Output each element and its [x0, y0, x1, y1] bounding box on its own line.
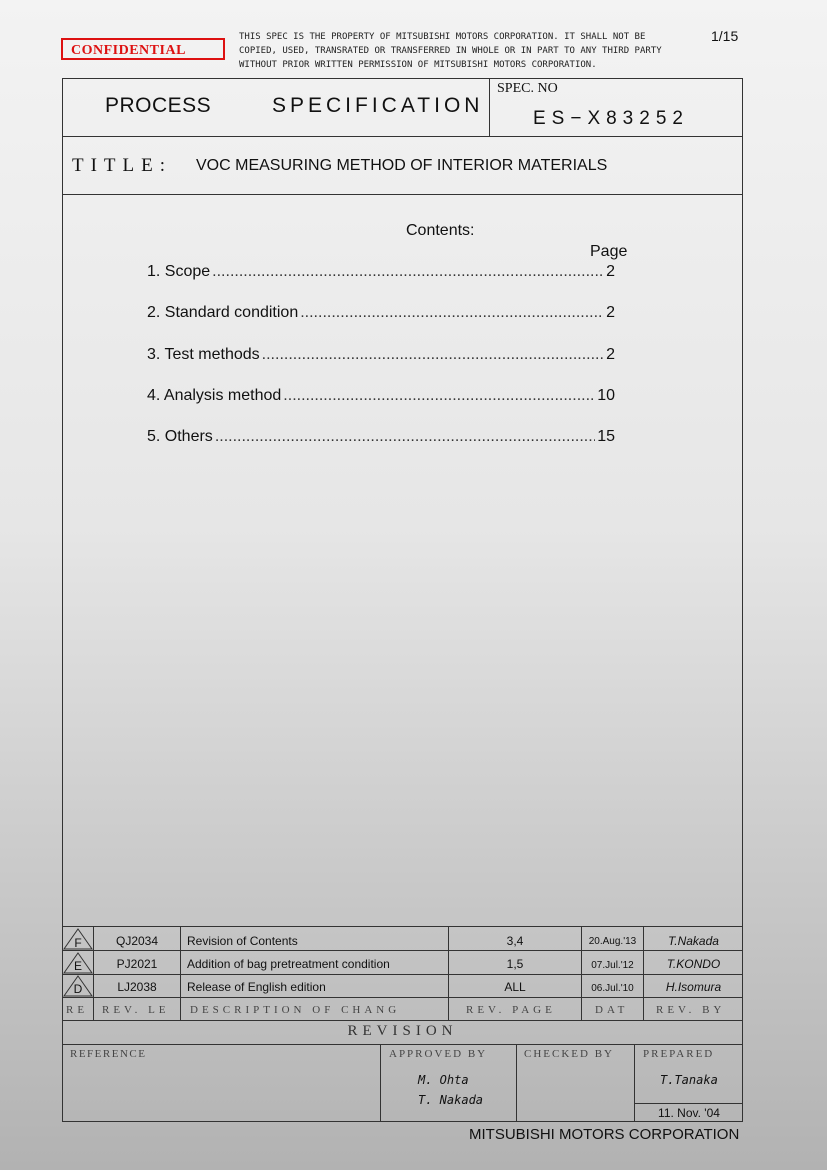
- prepared-date: 11. Nov. '04: [658, 1106, 720, 1120]
- approver-signature: M. Ohta: [418, 1073, 469, 1087]
- header-rev-by: REV. BY: [656, 1004, 726, 1016]
- specification-word: SPECIFICATION: [272, 94, 484, 117]
- revision-row-line: [62, 950, 743, 951]
- toc-leader: [215, 428, 595, 446]
- revision-description: Release of English edition: [187, 980, 326, 994]
- approver-signature: T. Nakada: [418, 1093, 484, 1107]
- approval-col-line: [516, 1044, 517, 1121]
- toc-item: [147, 428, 615, 446]
- revision-pages: 3,4: [506, 934, 524, 948]
- toc-item: [147, 346, 615, 364]
- revision-by: T.Nakada: [668, 934, 719, 948]
- toc-page: 2: [606, 263, 615, 280]
- toc-page: 15: [597, 428, 615, 445]
- toc-label: 1. Scope: [147, 263, 211, 280]
- revision-level: E: [73, 959, 82, 973]
- prepared-label: PREPARED: [643, 1048, 715, 1060]
- company-footer: MITSUBISHI MOTORS CORPORATION: [469, 1126, 740, 1143]
- revision-row-line: [62, 974, 743, 975]
- approved-by-label: APPROVED BY: [389, 1048, 488, 1060]
- toc-label: 3. Test methods: [147, 346, 260, 363]
- toc-label: 4. Analysis method: [147, 387, 282, 404]
- revision-date: 20.Aug.'13: [588, 936, 637, 947]
- col-line: [180, 926, 181, 1020]
- toc-leader: [212, 263, 604, 281]
- revision-row-line: [62, 997, 743, 998]
- revision-title: REVISION: [347, 1023, 458, 1039]
- confidential-stamp: CONFIDENTIAL: [61, 38, 225, 60]
- page-number: 1/15: [711, 28, 739, 44]
- toc-leader: [262, 346, 604, 364]
- revision-by: H.Isomura: [665, 980, 722, 994]
- revision-description: Addition of bag pretreatment condition: [187, 957, 390, 971]
- toc-label: 5. Others: [147, 428, 213, 445]
- revision-by: T.KONDO: [666, 957, 721, 971]
- revision-level: F: [74, 936, 82, 950]
- header-description: DESCRIPTION OF CHANG: [190, 1004, 401, 1016]
- toc-leader: [300, 304, 604, 322]
- revision-date: 06.Jul.'10: [591, 983, 634, 994]
- toc-item: [147, 304, 615, 322]
- header-date: DAT: [595, 1004, 629, 1016]
- header-re: RE: [66, 1004, 89, 1016]
- toc-page: 10: [597, 387, 615, 404]
- contents-heading: Contents:: [406, 222, 475, 239]
- toc-page: 2: [606, 304, 615, 321]
- divider-title: [62, 194, 743, 195]
- revision-pages: 1,5: [506, 957, 524, 971]
- spec-no-label: SPEC. NO: [497, 81, 558, 96]
- revision-code: PJ2021: [116, 957, 158, 971]
- revision-date: 07.Jul.'12: [591, 960, 634, 971]
- preparer-signature: T.Tanaka: [660, 1073, 718, 1087]
- checked-by-label: CHECKED BY: [524, 1048, 614, 1060]
- contents-page-header: Page: [590, 243, 628, 260]
- toc-page: 2: [606, 346, 615, 363]
- toc-item: [147, 263, 615, 281]
- approval-col-line: [380, 1044, 381, 1121]
- toc-item: [147, 387, 615, 405]
- revision-header-line: [62, 1020, 743, 1021]
- header-rev-level: REV. LE: [102, 1004, 170, 1016]
- property-notice: THIS SPEC IS THE PROPERTY OF MITSUBISHI MOTORS CORPORATION. IT SHALL NOT BE COPIED, USED, TRANSRATED OR TRANSFERRED IN WHOLE OR IN PART TO ANY THIRD PARTY WITHOUT PRIOR WRITTEN PERMISSION OF MITSUBISHI MOTORS CORPORATION.: [239, 32, 662, 70]
- toc-leader: [283, 387, 595, 405]
- header-rev-page: REV. PAGE: [466, 1004, 556, 1016]
- revision-title-line: [62, 1044, 743, 1045]
- revision-table-top: [62, 926, 743, 927]
- divider-specno: [489, 78, 490, 136]
- document-title: VOC MEASURING METHOD OF INTERIOR MATERIALS: [196, 157, 608, 174]
- revision-code: QJ2034: [115, 934, 159, 948]
- revision-code: LJ2038: [117, 980, 157, 994]
- revision-description: Revision of Contents: [187, 934, 298, 948]
- process-word: PROCESS: [105, 94, 212, 117]
- prepared-date-line: [634, 1103, 743, 1104]
- reference-label: REFERENCE: [70, 1048, 147, 1060]
- approval-bottom-line: [62, 1121, 743, 1122]
- revision-level: D: [73, 982, 83, 996]
- title-label: TITLE:: [72, 155, 173, 176]
- spec-no: ES−X83252: [533, 108, 689, 129]
- divider-spec: [62, 136, 743, 137]
- revision-pages: ALL: [504, 980, 526, 994]
- toc-label: 2. Standard condition: [147, 304, 299, 321]
